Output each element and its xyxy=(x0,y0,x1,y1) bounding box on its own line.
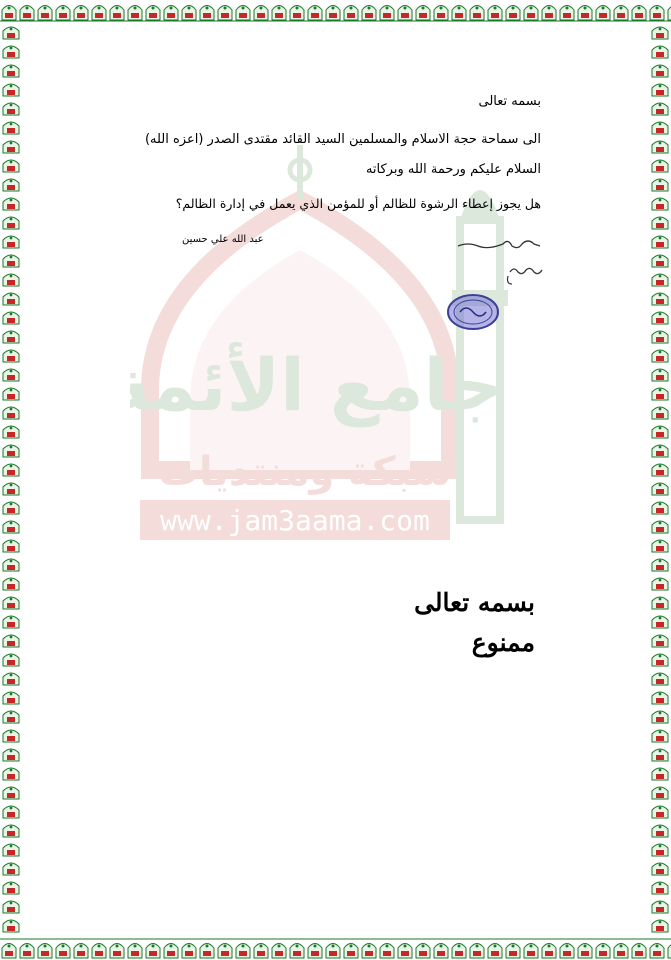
letter-salutation: السلام عليكم ورحمة الله وبركاته xyxy=(365,162,541,177)
typed-answer-greeting: بسمه تعالى xyxy=(414,588,535,617)
watermark-url: www.jam3aama.com xyxy=(160,504,430,537)
border-bottom xyxy=(0,938,671,960)
watermark-arabic-subtitle: شبكة ومنتديات xyxy=(158,449,452,495)
border-top xyxy=(0,0,671,22)
typed-answer-ruling: ممنوع xyxy=(471,628,535,657)
handwritten-answer xyxy=(448,232,558,292)
stamp-icon xyxy=(446,292,500,332)
letter-greeting: بسمه تعالى xyxy=(478,94,541,109)
border-right xyxy=(649,22,671,938)
border-left xyxy=(0,22,22,938)
letter-addressee: الى سماحة حجة الاسلام والمسلمين السيد القائد مقتدى الصدر (اعزه الله) xyxy=(144,132,541,147)
letter-question: هل يجوز إعطاء الرشوة للظالم أو للمؤمن الذي يعمل في إدارة الظالم؟ xyxy=(175,196,541,211)
letter-sender: عبد الله علي حسين xyxy=(182,234,264,245)
watermark-arabic-title: جامع الأئمة xyxy=(130,343,503,427)
